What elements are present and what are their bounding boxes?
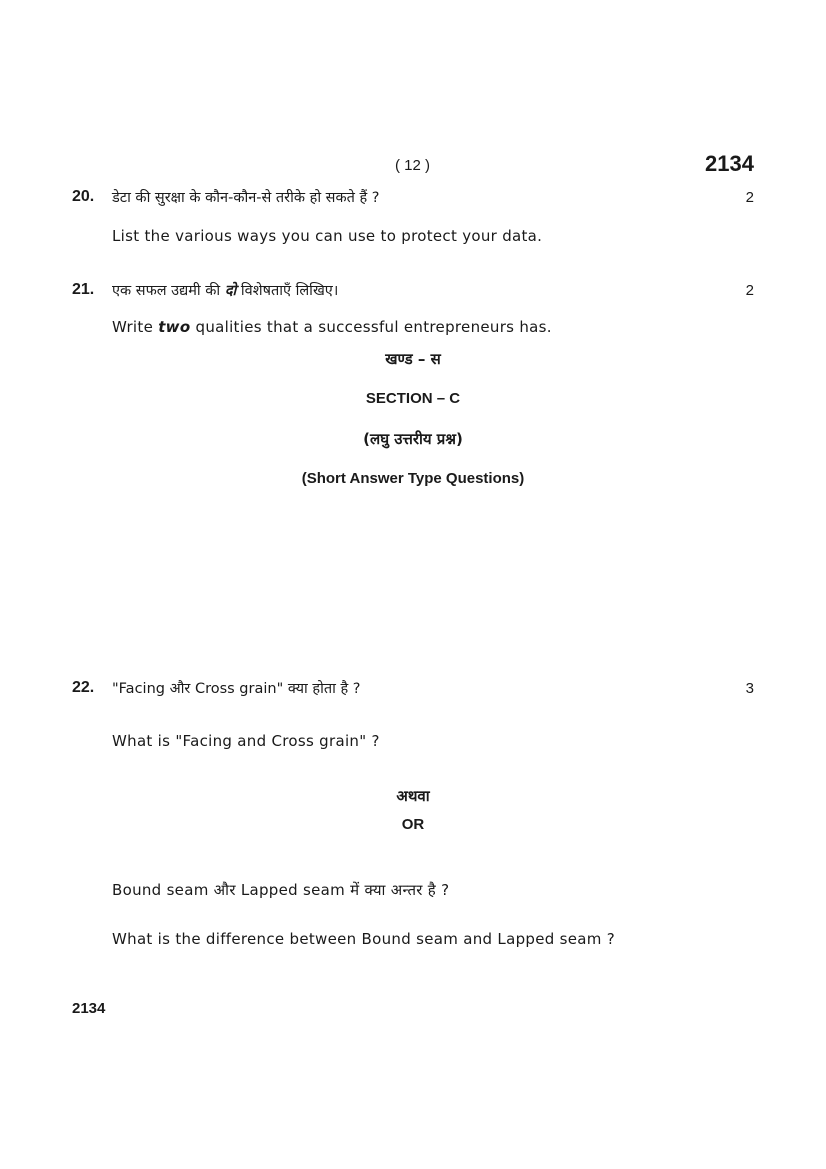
question-21-hindi-before: एक सफल उद्यमी की <box>112 283 221 299</box>
question-21-english-after: qualities that a successful entrepreneurs has. <box>195 318 552 336</box>
question-22-alt-hindi: Bound seam और Lapped seam में क्या अन्तर है ? <box>112 881 450 899</box>
paper-code-footer: 2134 <box>72 1000 106 1017</box>
section-hindi-title: खण्ड – स <box>385 350 441 368</box>
page-number: ( 12 ) <box>395 157 431 174</box>
question-20-number: 20. <box>72 188 95 205</box>
question-22-hindi: "Facing और Cross grain" क्या होता है ? <box>112 681 361 697</box>
question-21-english-before: Write <box>112 318 154 336</box>
question-22-alt-english: What is the difference between Bound seam and Lapped seam ? <box>112 930 616 948</box>
section-english-subtitle: (Short Answer Type Questions) <box>301 470 525 487</box>
question-20-hindi: डेटा की सुरक्षा के कौन-कौन-से तरीके हो सकते हैं ? <box>112 190 380 206</box>
question-21-hindi <box>112 280 338 300</box>
question-20-english: List the various ways you can use to protect your data. <box>112 227 543 245</box>
or-hindi: अथवा <box>396 787 430 805</box>
question-20-marks: 2 <box>745 189 754 206</box>
question-21-number: 21. <box>72 281 95 298</box>
question-21-marks: 2 <box>745 282 754 299</box>
question-22-number: 22. <box>72 679 95 696</box>
section-english-title: SECTION – C <box>365 390 461 407</box>
paper-code-header: 2134 <box>705 151 754 176</box>
section-hindi-subtitle: (लघु उत्तरीय प्रश्न) <box>363 430 463 448</box>
question-21-english-emphasis: two <box>158 318 191 336</box>
question-21-hindi-emphasis: दो <box>224 283 237 299</box>
question-22-english: What is "Facing and Cross grain" ? <box>112 732 380 750</box>
or-english: OR <box>401 816 425 833</box>
question-22-marks: 3 <box>745 680 754 697</box>
question-21-hindi-after: विशेषताएँ लिखिए। <box>240 283 339 299</box>
question-21-english <box>112 318 552 336</box>
